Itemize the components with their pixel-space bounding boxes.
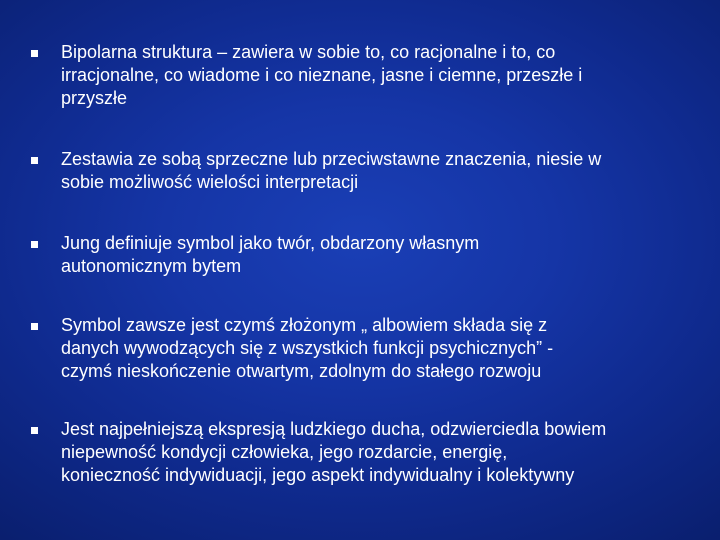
square-bullet-icon — [31, 157, 38, 164]
bullet-text: Bipolarna struktura – zawiera w sobie to, co racjonalne i to, co irracjonalne, co wiadome i co nieznane, jasne i ciemne, przeszłe i przyszłe — [61, 42, 583, 108]
bullet-text: Jest najpełniejszą ekspresją ludzkiego ducha, odzwierciedla bowiem niepewność kondycji człowieka, jego rozdarcie, energię, konieczność indywiduacji, jego aspekt indywidualny i kolektywny — [61, 419, 607, 485]
bullet-text: Symbol zawsze jest czymś złożonym „ albowiem składa się z danych wywodzących się z wszystkich funkcji psychicznych” - czymś nieskończenie otwartym, zdolnym do stałego rozwoju — [61, 315, 554, 381]
square-bullet-icon — [31, 323, 38, 330]
square-bullet-icon — [31, 241, 38, 248]
square-bullet-icon — [31, 50, 38, 57]
square-bullet-icon — [31, 427, 38, 434]
bullet-text: Zestawia ze sobą sprzeczne lub przeciwstawne znaczenia, niesie w sobie możliwość wielości interpretacji — [61, 149, 602, 192]
bullet-text: Jung definiuje symbol jako twór, obdarzony własnym autonomicznym bytem — [61, 233, 480, 276]
